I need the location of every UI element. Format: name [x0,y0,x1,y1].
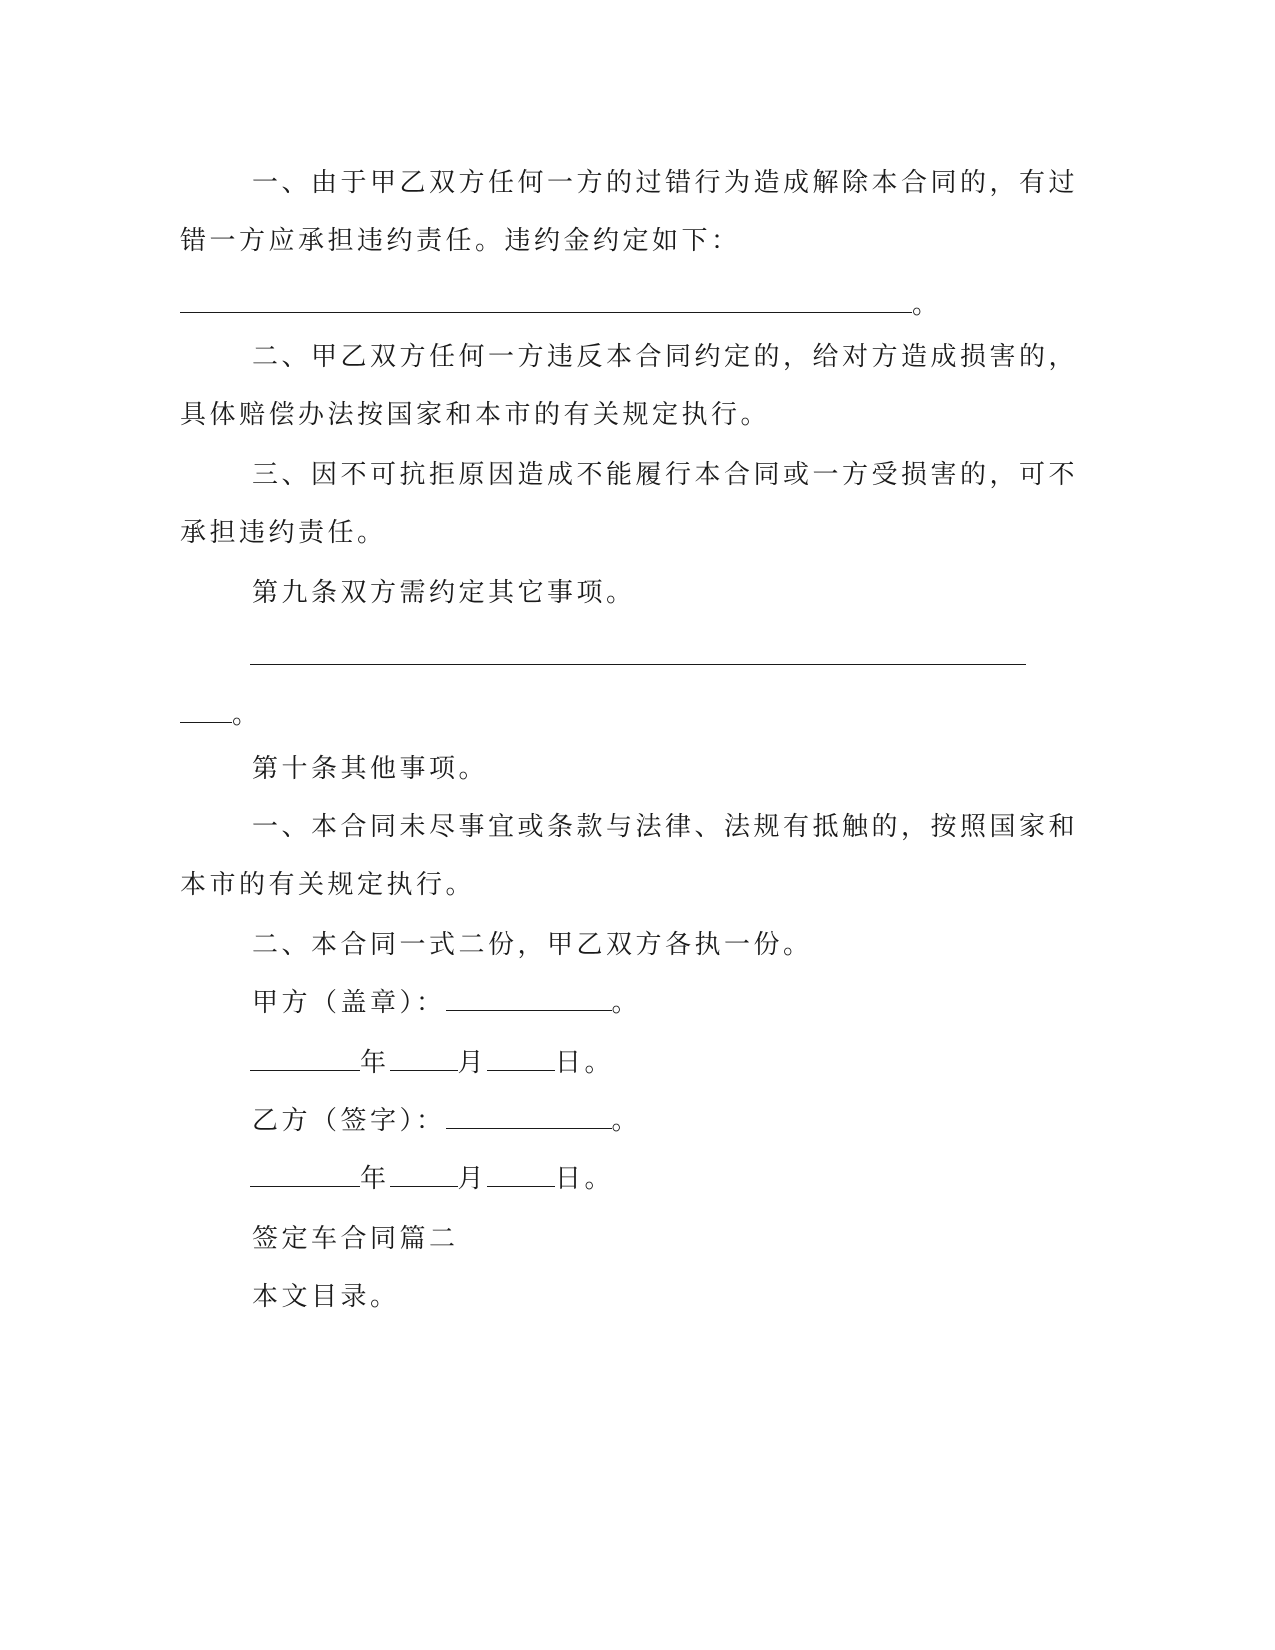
clause-1-line-1: 一、由于甲乙双方任何一方的过错行为造成解除本合同的，有过 [252,168,1079,198]
party-b-year-label: 年 [360,1164,390,1194]
party-a-end: 。 [611,988,642,1018]
article-10-item-1-line-1: 一、本合同未尽事宜或条款与法律、法规有抵触的，按照国家和 [252,812,1079,842]
party-a-blank [446,988,612,1011]
party-b-day-label: 日。 [555,1164,615,1194]
party-b-date-line [250,1164,614,1194]
other-matters-blank-end: 。 [232,700,262,730]
party-b-month-label: 月 [457,1164,488,1194]
penalty-blank-line [180,312,912,313]
article-9-heading: 第九条双方需约定其它事项。 [252,578,636,608]
clause-2-line-2: 具体赔偿办法按国家和本市的有关规定执行。 [180,400,771,430]
party-a-month-blank [390,1048,458,1071]
clause-3-line-2: 承担违约责任。 [180,518,387,548]
party-a-day-blank [487,1048,555,1071]
party-a-label: 甲方（盖章）： [252,988,446,1018]
party-a-year-label: 年 [360,1048,390,1078]
section-title: 签定车合同篇二 [252,1224,459,1254]
article-10-item-1-line-2: 本市的有关规定执行。 [180,870,476,900]
party-a-day-label: 日。 [555,1048,615,1078]
clause-1-line-2: 错一方应承担违约责任。违约金约定如下： [180,226,741,256]
party-b-year-blank [250,1164,360,1187]
clause-2-line-1: 二、甲乙双方任何一方违反本合同约定的，给对方造成损害的， [252,342,1079,372]
other-matters-blank-line-1 [250,664,1026,665]
party-a-date-line [250,1048,614,1078]
article-10-heading: 第十条其他事项。 [252,754,489,784]
party-b-signature-line [252,1106,641,1136]
party-b-day-blank [487,1164,555,1187]
article-10-item-2: 二、本合同一式二份，甲乙双方各执一份。 [252,930,813,960]
party-a-signature-line [252,988,641,1018]
party-b-blank [446,1106,612,1129]
party-a-month-label: 月 [457,1048,488,1078]
penalty-blank-end: 。 [912,290,942,320]
party-b-end: 。 [611,1106,642,1136]
party-b-label: 乙方（签字）： [252,1106,446,1136]
toc-label: 本文目录。 [252,1282,400,1312]
party-b-month-blank [390,1164,458,1187]
party-a-year-blank [250,1048,360,1071]
clause-3-line-1: 三、因不可抗拒原因造成不能履行本合同或一方受损害的，可不 [252,460,1079,490]
other-matters-blank-line-2 [180,722,232,723]
